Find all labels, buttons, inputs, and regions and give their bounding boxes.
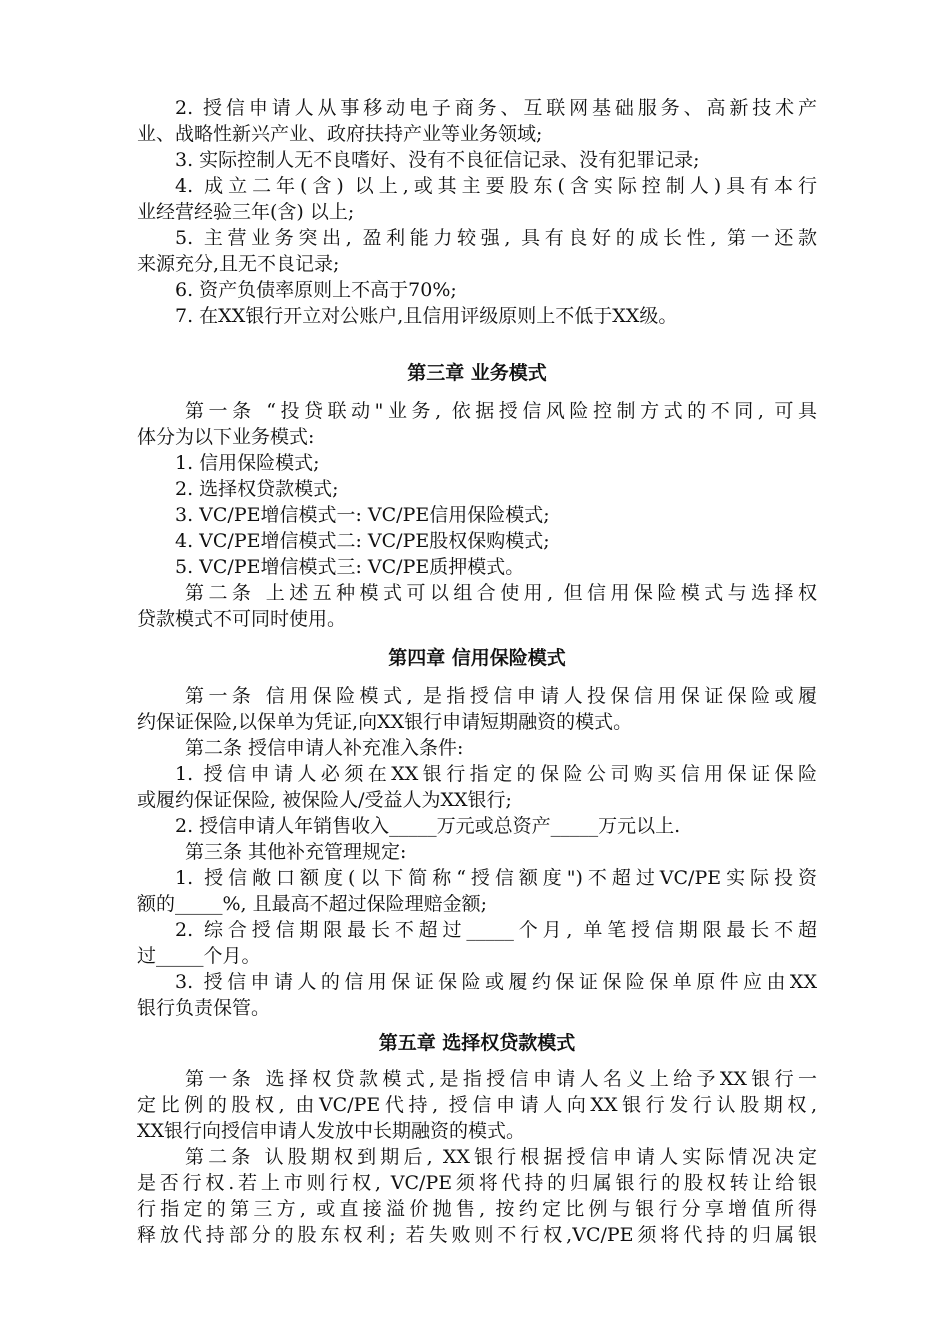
option-loan-section xyxy=(137,1066,817,1248)
list-item: 1. 信用保险模式; xyxy=(175,452,320,474)
paragraph-line: 2. 授信申请人从事移动电子商务、互联网基础服务、高新技术产 xyxy=(175,97,817,119)
paragraph-line: 额的_____%, 且最高不超过保险理赔金额; xyxy=(137,893,488,915)
paragraph-line: XX银行向授信申请人发放中长期融资的模式。 xyxy=(137,1120,526,1142)
paragraph-line: 是否行权.若上市则行权, VC/PE须将代持的归属银行的股权转让给银 xyxy=(137,1172,817,1194)
paragraph-line: 定比例的股权, 由VC/PE代持, 授信申请人向XX银行发行认股期权, xyxy=(137,1094,817,1116)
chapter-heading-5: 第五章 选择权贷款模式 xyxy=(378,1032,576,1054)
business-modes-section xyxy=(137,398,817,632)
paragraph-line: 或履约保证保险, 被保险人/受益人为XX银行; xyxy=(137,789,512,811)
paragraph-line: 业、战略性新兴产业、政府扶持产业等业务领域; xyxy=(137,123,543,145)
paragraph-line: 3. 授信申请人的信用保证保险或履约保证保险保单原件应由XX xyxy=(175,971,817,993)
paragraph-line: 第二条 授信申请人补充准入条件: xyxy=(185,737,464,759)
paragraph-line: 贷款模式不可同时使用。 xyxy=(137,608,347,630)
list-item: 4. VC/PE增信模式二: VC/PE股权保购模式; xyxy=(175,530,550,552)
paragraph-line: 第一条 “投贷联动"业务, 依据授信风险控制方式的不同, 可具 xyxy=(185,400,817,422)
conditions-list xyxy=(137,95,817,329)
credit-insurance-section xyxy=(137,683,817,1021)
paragraph-line: 业经营经验三年(含) 以上; xyxy=(137,201,355,223)
paragraph-line: 释放代持部分的股东权利; 若失败则不行权,VC/PE须将代持的归属银 xyxy=(137,1224,817,1246)
paragraph-line: 来源充分,且无不良记录; xyxy=(137,253,340,275)
paragraph-line: 5. 主营业务突出, 盈利能力较强, 具有良好的成长性, 第一还款 xyxy=(175,227,817,249)
list-item: 2. 选择权贷款模式; xyxy=(175,478,339,500)
paragraph-line: 1. 授信申请人必须在XX银行指定的保险公司购买信用保证保险 xyxy=(175,763,817,785)
paragraph-line: 1. 授信敞口额度(以下简称“授信额度")不超过VC/PE实际投资 xyxy=(175,867,817,889)
paragraph-line: 银行负责保管。 xyxy=(137,997,271,1019)
paragraph-line: 7. 在XX银行开立对公账户,且信用评级原则上不低于XX级。 xyxy=(175,305,678,327)
paragraph-line: 体分为以下业务模式: xyxy=(137,426,315,448)
paragraph-line: 行指定的第三方, 或直接溢价抛售, 按约定比例与银行分享增值所得 xyxy=(137,1198,817,1220)
paragraph-line: 2. 授信申请人年销售收入_____万元或总资产_____万元以上. xyxy=(175,815,681,837)
list-item: 3. VC/PE增信模式一: VC/PE信用保险模式; xyxy=(175,504,550,526)
chapter-heading-4: 第四章 信用保险模式 xyxy=(388,647,566,669)
list-item: 5. VC/PE增信模式三: VC/PE质押模式。 xyxy=(175,556,525,578)
paragraph-line: 6. 资产负债率原则上不高于70%; xyxy=(175,279,457,301)
chapter-heading-3: 第三章 业务模式 xyxy=(407,362,547,384)
paragraph-line: 第二条 上述五种模式可以组合使用, 但信用保险模式与选择权 xyxy=(185,582,817,604)
paragraph-line: 4. 成立二年(含) 以上,或其主要股东(含实际控制人)具有本行 xyxy=(175,175,817,197)
paragraph-line: 第三条 其他补充管理规定: xyxy=(185,841,407,863)
paragraph-line: 第一条 选择权贷款模式,是指授信申请人名义上给予XX银行一 xyxy=(185,1068,817,1090)
paragraph-line: 约保证保险,以保单为凭证,向XX银行申请短期融资的模式。 xyxy=(137,711,633,733)
paragraph-line: 3. 实际控制人无不良嗜好、没有不良征信记录、没有犯罪记录; xyxy=(175,149,700,171)
paragraph-line: 过_____个月。 xyxy=(137,945,261,967)
paragraph-line: 2. 综合授信期限最长不超过_____个月, 单笔授信期限最长不超 xyxy=(175,919,817,941)
paragraph-line: 第二条 认股期权到期后, XX银行根据授信申请人实际情况决定 xyxy=(185,1146,817,1168)
paragraph-line: 第一条 信用保险模式, 是指授信申请人投保信用保证保险或履 xyxy=(185,685,817,707)
